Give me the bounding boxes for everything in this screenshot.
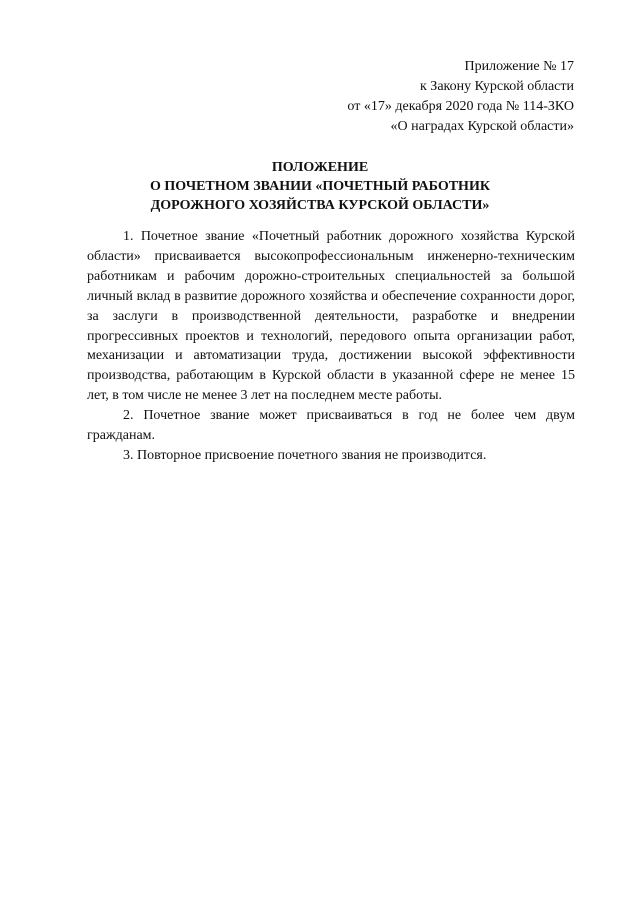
title-line-1: ПОЛОЖЕНИЕ xyxy=(271,160,369,175)
paragraph-1: 1. Почетное звание «Почетный работник дорожного хозяйства Курской области» присваивается высокопрофессиональным инженерно-техническим работникам и рабочим дорожно-строительных специальностей за большой личный вклад в развитие дорожного хозяйства и обеспечение сохранности дорог, за заслуги в производственной деятельности, разработке и внедрении прогрессивных проектов и технологий, передового опыта организации работ, механизации и автоматизации труда, достижении высокой эффективности производства, работающим в Курской области в указанной сфере не менее 15 лет, в том числе не менее 3 лет на последнем месте работы. xyxy=(87,229,575,404)
appendix-law-title: «О наградах Курской области» xyxy=(390,119,574,134)
paragraph-2: 2. Почетное звание может присваиваться в год не более чем двум гражданам. xyxy=(87,408,575,444)
paragraph-3: 3. Повторное присвоение почетного звания не производится. xyxy=(123,447,487,463)
appendix-number: Приложение № 17 xyxy=(464,59,574,74)
appendix-law-reference: к Закону Курской области xyxy=(420,79,574,94)
appendix-header xyxy=(347,57,574,137)
title-line-2: О ПОЧЕТНОМ ЗВАНИИ «ПОЧЕТНЫЙ РАБОТНИК xyxy=(150,179,490,194)
document-title xyxy=(70,158,570,215)
document-body xyxy=(87,227,575,466)
appendix-law-date: от «17» декабря 2020 года № 114-ЗКО xyxy=(347,99,574,114)
title-line-3: ДОРОЖНОГО ХОЗЯЙСТВА КУРСКОЙ ОБЛАСТИ» xyxy=(150,198,490,213)
